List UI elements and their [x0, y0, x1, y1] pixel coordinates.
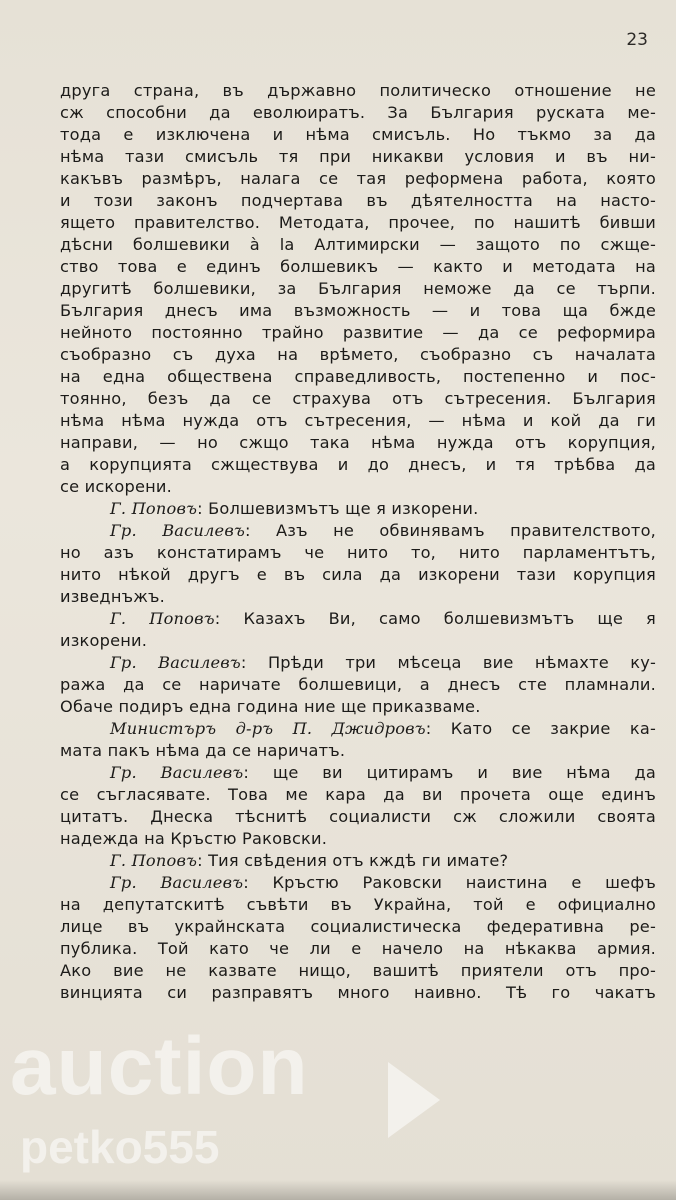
dialogue-line: Гр. Василевъ: Прѣди три мѣсеца вие нѣмахте ку-	[110, 653, 657, 672]
text-line: нѣма тази смисъль тя при никакви условия и въ ни-	[60, 147, 656, 166]
speech-text: Азъ не обвинявамъ правителството,	[276, 521, 657, 540]
dialogue-line: Гр. Василевъ: ще ви цитирамъ и вие нѣма да	[110, 763, 657, 782]
speaker-name: Г. Поповъ	[110, 851, 198, 870]
text-line: тоянно, безъ да се страхува отъ сътресения. България	[60, 389, 656, 408]
text-line: друга страна, въ държавно политическо отношение не	[60, 81, 656, 100]
speech-line: на депутатскитѣ съвѣти въ Украйна, той е официално	[60, 895, 656, 914]
dialogue-line: Гр. Василевъ: Кръстю Раковски наистина е шефъ	[110, 873, 656, 892]
text-line: дѣсни болшевики à la Алтимирски — защото по сжще-	[60, 235, 656, 254]
text-line: ящето правителство. Методата, прочее, по нашитѣ бивши	[60, 213, 656, 232]
page-shadow	[0, 1180, 676, 1200]
play-icon	[388, 1062, 440, 1138]
speaker-name: Гр. Василевъ	[110, 653, 241, 672]
speaker-name: Гр. Василевъ	[110, 763, 244, 782]
dialogue-line: Г. Поповъ: Казахъ Ви, само болшевизмътъ ще я	[110, 609, 656, 628]
speech-line: се съгласявате. Това ме кара да ви прочета още единъ	[60, 785, 656, 804]
text-line: нейното постоянно трайно развитие — да се реформира	[60, 323, 656, 342]
speech-line: ража да се наричате болшевици, а днесъ сте пламнали.	[60, 675, 656, 694]
speech-line: нито нѣкой другъ е въ сила да изкорени тази корупция	[60, 565, 656, 584]
text-line: направи, — но сжщо така нѣма нужда отъ корупция,	[60, 433, 656, 452]
speech-line: винцията си разправятъ много наивно. Тѣ го чакатъ	[60, 983, 656, 1002]
text-line: и този законъ подчертава въ дѣятелността на насто-	[60, 191, 656, 210]
speech-text: Тия свѣдения отъ кждѣ ги имате?	[208, 851, 509, 870]
speech-line: надежда на Кръстю Раковски.	[60, 829, 328, 848]
speech-text: Като се закрие ка-	[450, 719, 656, 738]
speech-text: Болшевизмътъ ще я изкорени.	[208, 499, 479, 518]
speech-text: Кръстю Раковски наистина е шефъ	[272, 873, 656, 892]
text-line: се искорени.	[60, 477, 172, 496]
text-line: ство това е единъ болшевикъ — както и методата на	[60, 257, 656, 276]
dialogue-line: Гр. Василевъ: Азъ не обвинявамъ правителството,	[110, 521, 657, 540]
text-line: какъвъ размѣръ, налага се тая реформена работа, която	[60, 169, 656, 188]
speech-line: публика. Той като че ли е начело на нѣкаква армия.	[60, 939, 656, 958]
text-line: съобразно съ духа на врѣмето, съобразно съ началата	[60, 345, 656, 364]
text-line: другитѣ болшевики, за България неможе да се търпи.	[60, 279, 656, 298]
speech-line: изведнъжъ.	[60, 587, 166, 606]
speaker-name: Гр. Василевъ	[110, 521, 245, 540]
speech-line: Ако вие не казвате нищо, вашитѣ приятели отъ про-	[60, 961, 656, 980]
speech-line: лице въ украйнската социалистическа федеративна ре-	[60, 917, 656, 936]
page-number: 23	[626, 30, 648, 50]
text-line: тода е изключена и нѣма смисъль. Но тъкмо за да	[60, 125, 656, 144]
speech-line: но азъ констатирамъ че нито то, нито парламентътъ,	[60, 543, 656, 562]
text-line: на една обществена справедливость, постепенно и пос-	[60, 367, 656, 386]
speech-line: Обаче подиръ една година ние ще приказваме.	[60, 697, 481, 716]
text-line: сж способни да еволюиратъ. За България руската ме-	[60, 103, 656, 122]
text-line: България днесъ има възможность — и това ща бжде	[60, 301, 656, 320]
speech-line: изкорени.	[60, 631, 148, 650]
speaker-name: Гр. Василевъ	[110, 873, 244, 892]
speech-line: мата пакъ нѣма да се наричатъ.	[60, 741, 346, 760]
speaker-name: Г. Поповъ	[110, 609, 215, 628]
speaker-name: Г. Поповъ	[110, 499, 198, 518]
speaker-name: Министъръ д-ръ П. Джидровъ	[110, 719, 426, 738]
dialogue-line: Министъръ д-ръ П. Джидровъ: Като се закрие ка-	[110, 719, 656, 738]
body-text	[60, 80, 656, 1004]
speech-text: Прѣди три мѣсеца вие нѣмахте ку-	[267, 653, 657, 672]
watermark-text: auction	[10, 1021, 309, 1112]
speech-line: цитатъ. Днеска тѣснитѣ социалисти сж сложили своята	[60, 807, 656, 826]
dialogue-line: Г. Поповъ: Тия свѣдения отъ кждѣ ги имате?	[110, 851, 509, 870]
text-line: нѣма нѣма нужда отъ сътресения, — нѣма и кой да ги	[60, 411, 656, 430]
watermark-sub: petko555	[20, 1121, 220, 1173]
speech-text: Казахъ Ви, само болшевизмътъ ще я	[243, 609, 656, 628]
speech-text: ще ви цитирамъ и вие нѣма да	[272, 763, 657, 782]
dialogue-line: Г. Поповъ: Болшевизмътъ ще я изкорени.	[110, 499, 479, 518]
text-line: а корупцията сжществува и до днесъ, и тя трѣбва да	[60, 455, 656, 474]
